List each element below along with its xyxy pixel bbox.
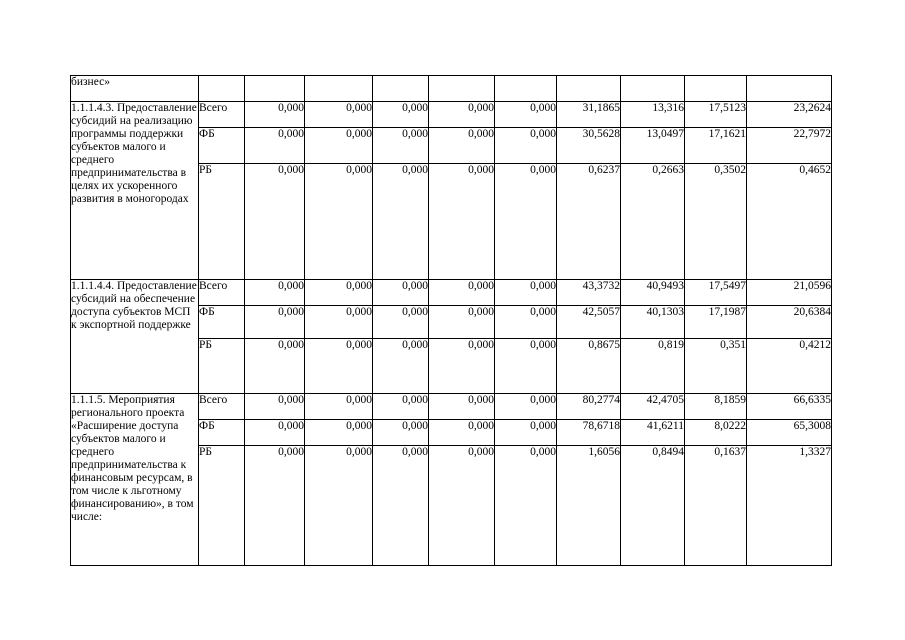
value-cell: 40,9493 xyxy=(621,280,685,306)
value-cell: 23,2624 xyxy=(747,102,832,128)
value-cell: 42,5057 xyxy=(557,306,621,339)
value-cell: 0,000 xyxy=(429,128,495,164)
value-cell: 0,000 xyxy=(305,102,373,128)
value-cell: 0,000 xyxy=(495,420,557,446)
value-cell: 22,7972 xyxy=(747,128,832,164)
value-cell: 0,000 xyxy=(245,280,305,306)
value-cell: 0,000 xyxy=(305,164,373,280)
value-cell: 0,000 xyxy=(495,339,557,394)
value-cell: 0,000 xyxy=(429,306,495,339)
value-cell: 0,000 xyxy=(305,394,373,420)
value-cell: 17,5123 xyxy=(685,102,747,128)
value-cell: 0,000 xyxy=(429,339,495,394)
value-cell: 13,0497 xyxy=(621,128,685,164)
value-cell: 80,2774 xyxy=(557,394,621,420)
value-cell: 0,000 xyxy=(245,339,305,394)
value-cell: 17,5497 xyxy=(685,280,747,306)
value-cell: 0,000 xyxy=(245,446,305,566)
value-cell: 0,000 xyxy=(495,306,557,339)
value-cell: 0,000 xyxy=(429,280,495,306)
source-label: Всего xyxy=(199,280,245,306)
value-cell: 0,000 xyxy=(245,420,305,446)
value-cell: 13,316 xyxy=(621,102,685,128)
budget-table xyxy=(70,75,832,566)
value-cell: 0,000 xyxy=(495,394,557,420)
value-cell: 8,0222 xyxy=(685,420,747,446)
value-cell: 0,000 xyxy=(373,339,429,394)
value-cell: 0,000 xyxy=(245,102,305,128)
value-cell: 0,000 xyxy=(429,102,495,128)
value-cell: 66,6335 xyxy=(747,394,832,420)
section-name-cell: 1.1.1.5. Мероприятия регионального проекта «Расширение доступа субъектов малого и среднего предпринимательства к финансовым ресурсам, в том числе к льготному финансированию», в том числе: xyxy=(71,394,199,566)
source-label: РБ xyxy=(199,446,245,566)
value-cell: 0,000 xyxy=(373,102,429,128)
value-cell: 0,4652 xyxy=(747,164,832,280)
value-cell: 43,3732 xyxy=(557,280,621,306)
value-cell: 0,000 xyxy=(245,128,305,164)
value-cell: 0,000 xyxy=(305,339,373,394)
value-cell: 0,000 xyxy=(245,394,305,420)
value-cell: 0,000 xyxy=(429,446,495,566)
value-cell: 0,000 xyxy=(245,306,305,339)
source-label: РБ xyxy=(199,164,245,280)
value-cell: 30,5628 xyxy=(557,128,621,164)
value-cell: 0,000 xyxy=(373,128,429,164)
value-cell: 0,000 xyxy=(495,128,557,164)
value-cell: 0,000 xyxy=(495,102,557,128)
value-cell: 0,000 xyxy=(495,280,557,306)
source-label: Всего xyxy=(199,102,245,128)
value-cell: 0,000 xyxy=(429,164,495,280)
value-cell: 0,000 xyxy=(305,446,373,566)
value-cell: 0,000 xyxy=(495,446,557,566)
value-cell: 21,0596 xyxy=(747,280,832,306)
value-cell: 0,2663 xyxy=(621,164,685,280)
section-name-cell: 1.1.1.4.3. Предоставление субсидий на реализацию программы поддержки субъектов малого и среднего предпринимательства в целях их ускоренного развития в моногородах xyxy=(71,102,199,280)
value-cell: 17,1987 xyxy=(685,306,747,339)
value-cell: 0,000 xyxy=(373,306,429,339)
source-label: ФБ xyxy=(199,306,245,339)
source-label: ФБ xyxy=(199,128,245,164)
value-cell: 0,000 xyxy=(373,280,429,306)
value-cell: 0,000 xyxy=(429,394,495,420)
value-cell: 0,351 xyxy=(685,339,747,394)
value-cell: 40,1303 xyxy=(621,306,685,339)
value-cell: 0,819 xyxy=(621,339,685,394)
source-label: ФБ xyxy=(199,420,245,446)
value-cell: 0,000 xyxy=(305,280,373,306)
value-cell: 0,6237 xyxy=(557,164,621,280)
value-cell: 0,8494 xyxy=(621,446,685,566)
value-cell: 0,8675 xyxy=(557,339,621,394)
value-cell: 1,6056 xyxy=(557,446,621,566)
value-cell: 0,4212 xyxy=(747,339,832,394)
value-cell: 0,1637 xyxy=(685,446,747,566)
value-cell: 0,000 xyxy=(495,164,557,280)
value-cell: 0,000 xyxy=(373,164,429,280)
value-cell: 41,6211 xyxy=(621,420,685,446)
value-cell: 0,000 xyxy=(305,306,373,339)
value-cell: 8,1859 xyxy=(685,394,747,420)
value-cell: 0,000 xyxy=(373,446,429,566)
row-name-cell: бизнес» xyxy=(71,76,199,102)
value-cell: 0,000 xyxy=(305,128,373,164)
section-name-cell: 1.1.1.4.4. Предоставление субсидий на обеспечение доступа субъектов МСП к экспортной поддержке xyxy=(71,280,199,394)
value-cell: 0,000 xyxy=(373,420,429,446)
table-row xyxy=(71,102,832,128)
source-label: РБ xyxy=(199,339,245,394)
table-row xyxy=(71,76,832,102)
value-cell: 17,1621 xyxy=(685,128,747,164)
value-cell: 0,3502 xyxy=(685,164,747,280)
value-cell: 42,4705 xyxy=(621,394,685,420)
value-cell: 20,6384 xyxy=(747,306,832,339)
value-cell: 0,000 xyxy=(429,420,495,446)
value-cell: 0,000 xyxy=(245,164,305,280)
value-cell: 0,000 xyxy=(305,420,373,446)
source-label: Всего xyxy=(199,394,245,420)
value-cell: 31,1865 xyxy=(557,102,621,128)
value-cell: 0,000 xyxy=(373,394,429,420)
value-cell: 65,3008 xyxy=(747,420,832,446)
table-row xyxy=(71,394,832,420)
table-row xyxy=(71,280,832,306)
value-cell: 78,6718 xyxy=(557,420,621,446)
value-cell: 1,3327 xyxy=(747,446,832,566)
